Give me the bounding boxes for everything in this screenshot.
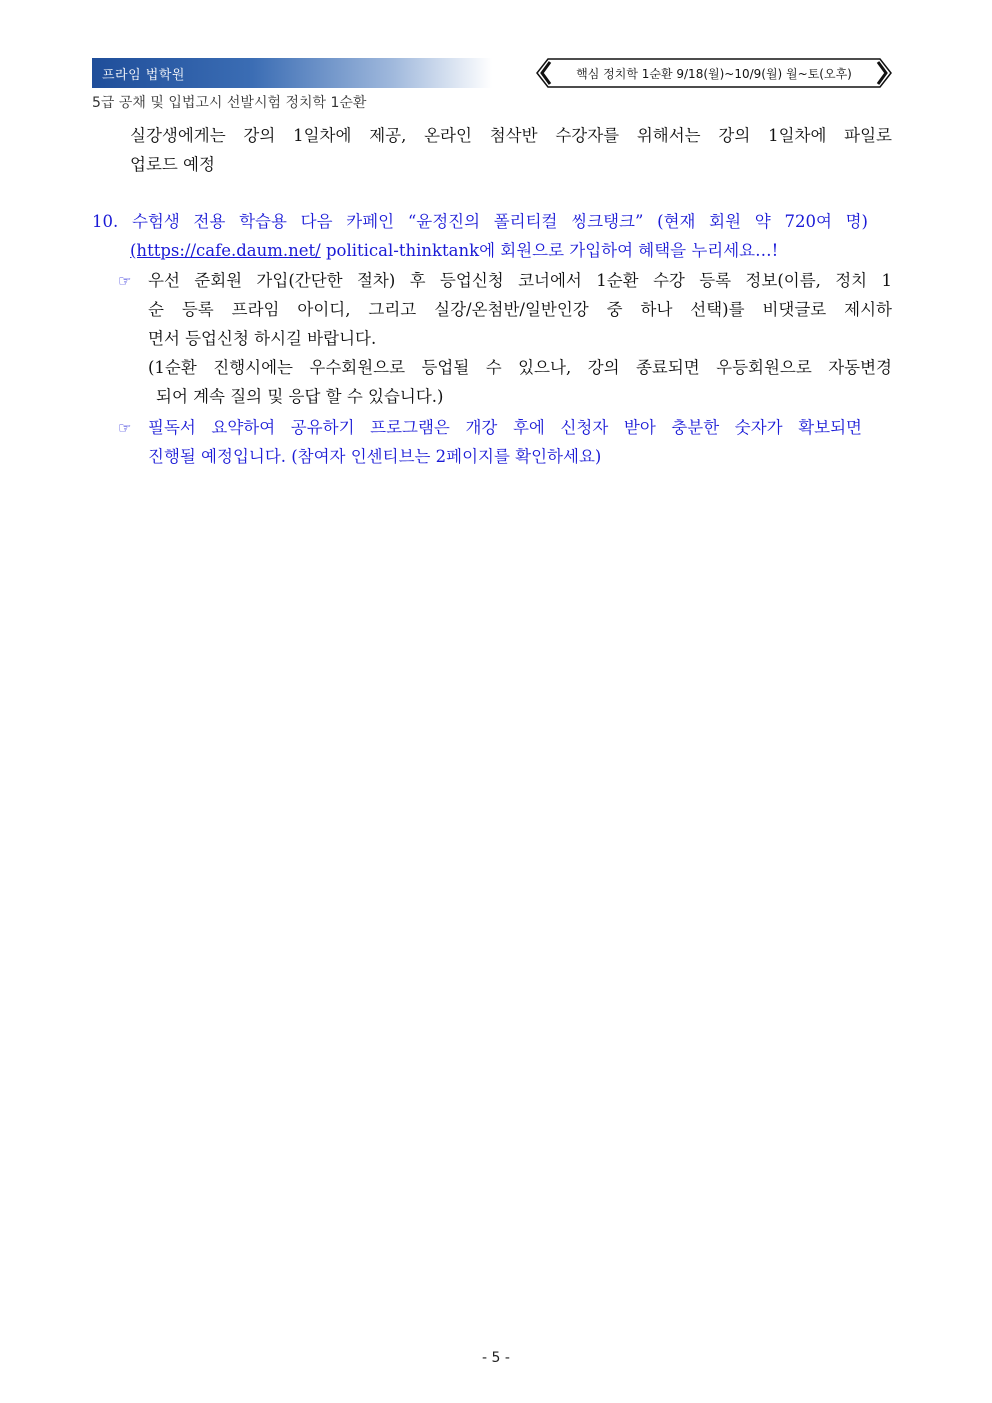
pointing-hand-icon: ☞ — [118, 272, 132, 290]
item-10-line-2 — [130, 240, 778, 262]
pointing-hand-icon: ☞ — [118, 419, 132, 437]
academy-name: 프라임 법학원 — [102, 68, 185, 83]
bullet-1-line-4: (1순환 진행시에는 우수회원으로 등업될 수 있으나, 강의 종료되면 우등회원으로 자동변경 — [148, 358, 892, 377]
item-10-line-1: 10. 수험생 전용 학습용 다음 카페인 “윤정진의 폴리티컬 씽크탱크” (현재 회원 약 720여 명) — [92, 212, 868, 231]
intro-line-1: 실강생에게는 강의 1일차에 제공, 온라인 첨삭반 수강자를 위해서는 강의 1일차에 파일로 — [130, 126, 892, 145]
academy-banner — [92, 58, 492, 88]
bullet-1-line-5: 되어 계속 질의 및 응답 할 수 있습니다.) — [156, 387, 444, 406]
document-subtitle: 5급 공채 및 입법고시 선발시험 정치학 1순환 — [92, 95, 367, 111]
page-number: - 5 - — [482, 1350, 510, 1366]
intro-line-2: 업로드 예정 — [130, 155, 215, 174]
item-10-line-2-rest: political-thinktank에 회원으로 가입하여 혜택을 누리세요…! — [320, 241, 779, 260]
course-tag — [536, 58, 892, 88]
bullet-2-line-2: 진행될 예정입니다. (참여자 인센티브는 2페이지를 확인하세요) — [148, 447, 602, 466]
bullet-1-line-1: 우선 준회원 가입(간단한 절차) 후 등업신청 코너에서 1순환 수강 등록 정보(이름, 정치 1 — [148, 271, 892, 290]
cafe-link[interactable]: (https://cafe.daum.net/ — [130, 241, 321, 260]
bullet-1-line-2: 순 등록 프라임 아이디, 그리고 실강/온첨반/일반인강 중 하나 선택)를 비댓글로 제시하 — [148, 300, 892, 319]
course-schedule: 핵심 정치학 1순환 9/18(월)~10/9(월) 월~토(오후) — [576, 67, 852, 81]
bullet-2-line-1: 필독서 요약하여 공유하기 프로그램은 개강 후에 신청자 받아 충분한 숫자가 확보되면 — [148, 418, 862, 437]
bullet-1-line-3: 면서 등업신청 하시길 바랍니다. — [148, 329, 377, 348]
